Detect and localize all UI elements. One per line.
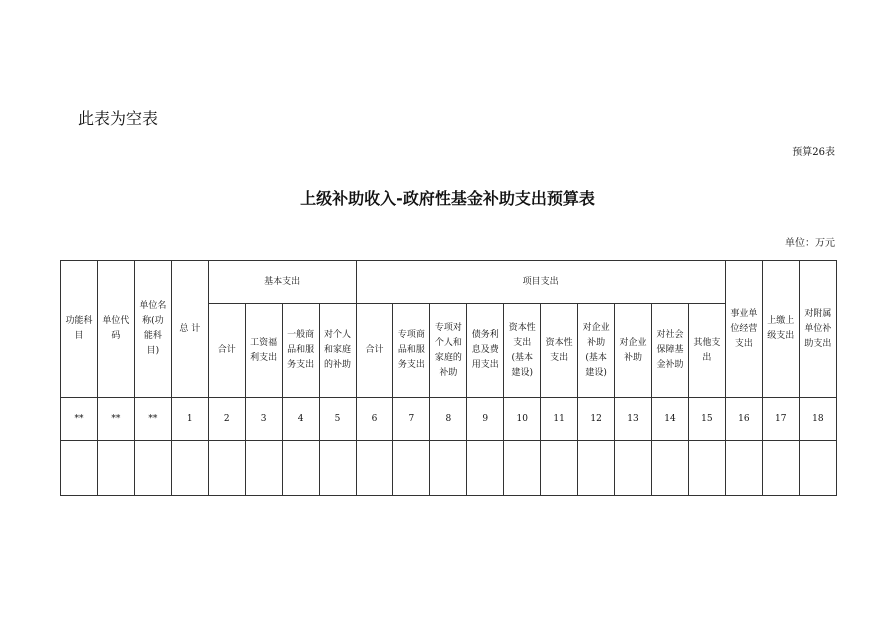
header-project-debt: 债务利息及费用支出 xyxy=(467,304,504,398)
data-cell xyxy=(762,441,799,496)
header-unit-name: 单位名称(功能科目) xyxy=(134,261,171,398)
data-cell xyxy=(356,441,393,496)
header-unit-code: 单位代码 xyxy=(97,261,134,398)
data-cell xyxy=(725,441,762,496)
data-cell xyxy=(245,441,282,496)
index-cell: 16 xyxy=(725,398,762,441)
header-project-capital: 资本性支出 xyxy=(541,304,578,398)
index-cell: 10 xyxy=(504,398,541,441)
data-cell xyxy=(171,441,208,496)
budget-table xyxy=(60,260,837,496)
index-cell: 2 xyxy=(208,398,245,441)
index-cell: 7 xyxy=(393,398,430,441)
index-cell: 15 xyxy=(688,398,725,441)
data-cell xyxy=(282,441,319,496)
header-upper: 上缴上级支出 xyxy=(762,261,799,398)
header-basic-goods: 一般商品和服务支出 xyxy=(282,304,319,398)
header-project-enterprise: 对企业补助 xyxy=(615,304,652,398)
data-cell xyxy=(208,441,245,496)
index-cell: 5 xyxy=(319,398,356,441)
index-cell: 4 xyxy=(282,398,319,441)
index-cell: 8 xyxy=(430,398,467,441)
data-cell xyxy=(134,441,171,496)
index-cell: 3 xyxy=(245,398,282,441)
data-cell xyxy=(430,441,467,496)
header-basic-wages: 工资福利支出 xyxy=(245,304,282,398)
header-func: 功能科目 xyxy=(61,261,98,398)
header-total: 总 计 xyxy=(171,261,208,398)
header-project-capital-construction: 资本性支出(基本建设) xyxy=(504,304,541,398)
index-cell: ** xyxy=(61,398,98,441)
header-project-total: 合计 xyxy=(356,304,393,398)
unit-label: 单位：万元 xyxy=(785,238,835,249)
data-cell xyxy=(652,441,689,496)
data-cell xyxy=(61,441,98,496)
header-project-household: 专项对个人和家庭的补助 xyxy=(430,304,467,398)
index-cell: 18 xyxy=(799,398,836,441)
index-cell: 11 xyxy=(541,398,578,441)
index-cell: 6 xyxy=(356,398,393,441)
header-project-other: 其他支出 xyxy=(688,304,725,398)
index-cell: 1 xyxy=(171,398,208,441)
index-cell: ** xyxy=(134,398,171,441)
data-cell xyxy=(799,441,836,496)
data-cell xyxy=(393,441,430,496)
index-cell: 13 xyxy=(615,398,652,441)
header-project-goods: 专项商品和服务支出 xyxy=(393,304,430,398)
index-cell: 9 xyxy=(467,398,504,441)
empty-data-row xyxy=(61,441,837,496)
form-number: 预算26表 xyxy=(792,147,835,158)
header-project-social-security: 对社会保障基金补助 xyxy=(652,304,689,398)
data-cell xyxy=(467,441,504,496)
empty-table-note: 此表为空表 xyxy=(78,109,159,128)
index-row xyxy=(61,398,837,441)
index-cell: ** xyxy=(97,398,134,441)
data-cell xyxy=(688,441,725,496)
data-cell xyxy=(541,441,578,496)
data-cell xyxy=(615,441,652,496)
header-project-enterprise-construction: 对企业补助(基本建设) xyxy=(578,304,615,398)
data-cell xyxy=(504,441,541,496)
index-cell: 17 xyxy=(762,398,799,441)
data-cell xyxy=(97,441,134,496)
header-group-basic: 基本支出 xyxy=(208,261,356,304)
header-basic-household: 对个人和家庭的补助 xyxy=(319,304,356,398)
data-cell xyxy=(578,441,615,496)
data-cell xyxy=(319,441,356,496)
index-cell: 12 xyxy=(578,398,615,441)
index-cell: 14 xyxy=(652,398,689,441)
header-group-project: 项目支出 xyxy=(356,261,725,304)
header-business: 事业单位经营支出 xyxy=(725,261,762,398)
page-title: 上级补助收入-政府性基金补助支出预算表 xyxy=(300,189,595,208)
header-affiliated: 对附属单位补助支出 xyxy=(799,261,836,398)
header-basic-total: 合计 xyxy=(208,304,245,398)
